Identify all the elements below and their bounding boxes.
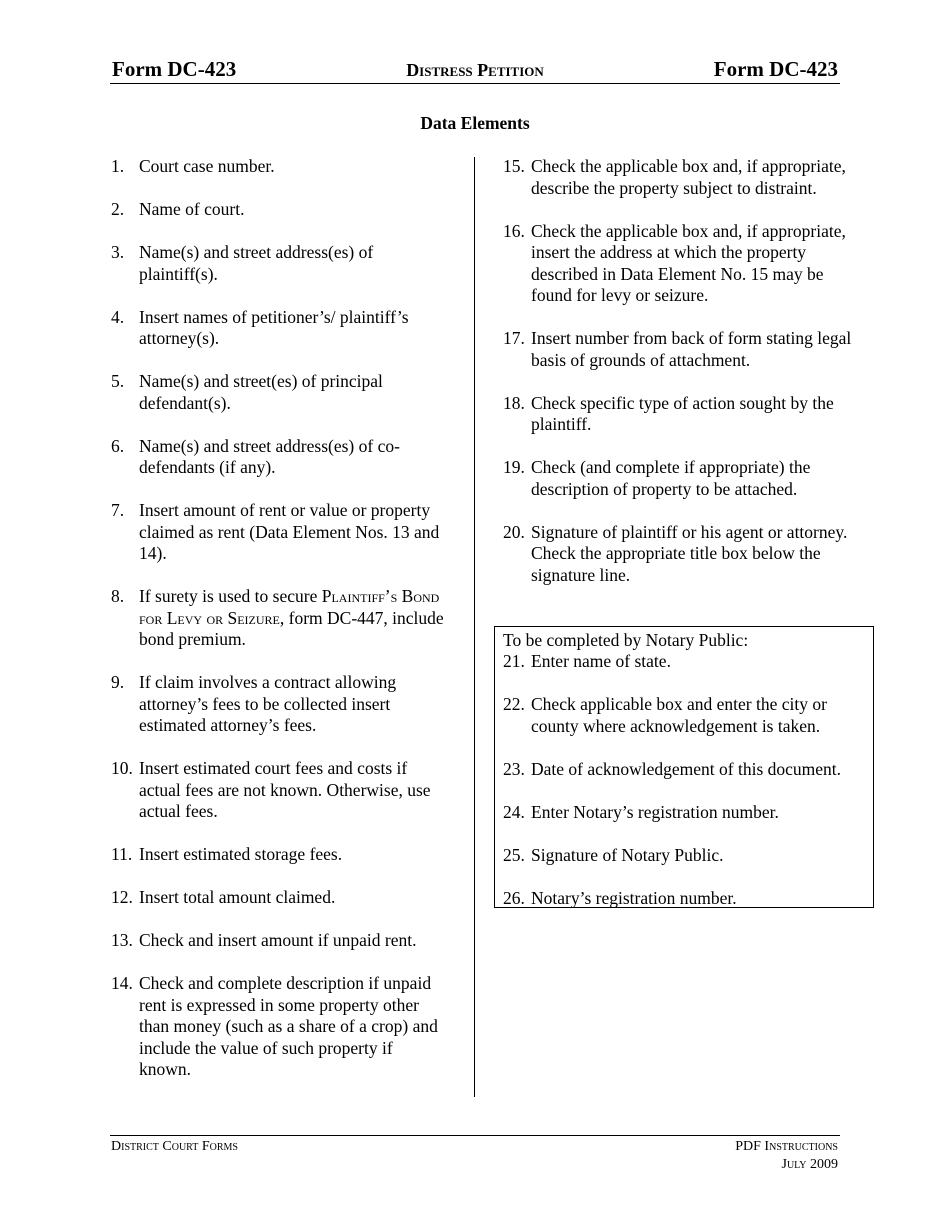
list-item	[111, 156, 446, 178]
list-item	[503, 393, 863, 436]
list-item	[503, 845, 863, 867]
item-text: Enter name of state.	[531, 651, 671, 671]
item-text: Check the applicable box and, if appropriate, insert the address at which the property described in Data Element No. 15 may be found for levy or seizure.	[531, 220, 846, 305]
footer-right-line1: PDF Instructions	[735, 1139, 838, 1154]
form-title: Distress Petition	[406, 60, 544, 80]
item-text-prefix: If surety is used to secure	[139, 586, 322, 606]
list-item	[503, 802, 863, 824]
item-text: Name(s) and street(es) of principal defendant(s).	[139, 371, 383, 413]
item-number: 9.	[111, 672, 125, 692]
item-text: Check applicable box and enter the city or county where acknowledgement is taken.	[531, 694, 827, 736]
item-number: 20.	[503, 521, 525, 542]
item-number: 13.	[111, 930, 133, 950]
notary-title: To be completed by Notary Public:	[503, 630, 749, 650]
item-text: Insert number from back of form stating legal basis of grounds of attachment.	[531, 328, 852, 370]
form-number-left: Form DC-423	[112, 57, 237, 81]
list-item	[503, 759, 863, 781]
item-number: 2.	[111, 199, 125, 219]
item-text: Check specific type of action sought by the plaintiff.	[531, 392, 834, 434]
item-number: 17.	[503, 328, 525, 348]
item-text: Check the applicable box and, if appropriate, describe the property subject to distraint.	[531, 156, 846, 198]
section-heading: Data Elements	[420, 113, 530, 133]
item-text: Insert names of petitioner’s/ plaintiff’s attorney(s).	[139, 306, 409, 348]
right-column	[503, 156, 863, 586]
item-number: 1.	[111, 156, 125, 176]
list-item	[111, 371, 446, 414]
item-text: Check and insert amount if unpaid rent.	[139, 930, 417, 950]
item-number: 4.	[111, 306, 125, 327]
item-number: 16.	[503, 220, 525, 241]
list-item	[503, 888, 863, 910]
item-number: 5.	[111, 371, 125, 391]
item-number: 8.	[111, 586, 125, 606]
list-item	[503, 457, 863, 500]
item-number: 23.	[503, 758, 525, 779]
item-number: 22.	[503, 694, 525, 714]
footer-left: District Court Forms	[111, 1139, 238, 1154]
item-number: 24.	[503, 801, 525, 822]
list-item	[503, 328, 863, 371]
item-text: Signature of Notary Public.	[531, 844, 724, 865]
list-item	[111, 586, 446, 651]
list-item	[503, 156, 863, 199]
item-number: 18.	[503, 392, 525, 413]
list-item	[503, 221, 863, 307]
item-number: 11.	[111, 844, 133, 864]
item-number: 10.	[111, 758, 133, 778]
list-item	[503, 694, 863, 737]
list-item	[111, 973, 446, 1081]
left-column	[111, 156, 446, 1081]
footer-right-line2: July 2009	[781, 1157, 838, 1172]
item-text: Enter Notary’s registration number.	[531, 801, 779, 822]
item-text-suffix: , form DC-447, include bond premium.	[139, 607, 444, 649]
item-text: Court case number.	[139, 156, 275, 176]
item-text: Date of acknowledgement of this document.	[531, 758, 842, 779]
item-text: Name of court.	[139, 199, 245, 219]
item-number: 26.	[503, 887, 525, 908]
list-item	[111, 758, 446, 823]
item-text: Signature of plaintiff or his agent or attorney. Check the appropriate title box below the signature line.	[531, 521, 848, 585]
item-text: Name(s) and street address(es) of co-defendants (if any).	[139, 435, 400, 477]
notary-list	[503, 651, 863, 909]
list-item	[111, 844, 446, 866]
form-number-right: Form DC-423	[713, 57, 838, 81]
list-item	[111, 199, 446, 221]
item-number: 14.	[111, 973, 133, 993]
footer-rule	[110, 1135, 840, 1136]
list-item	[111, 930, 446, 952]
item-number: 7.	[111, 500, 125, 520]
item-text: Insert estimated court fees and costs if actual fees are not known. Otherwise, use actual fees.	[139, 758, 431, 821]
item-text: Check (and complete if appropriate) the description of property to be attached.	[531, 457, 811, 499]
list-item	[111, 242, 446, 285]
item-number: 15.	[503, 156, 525, 176]
item-number: 3.	[111, 242, 125, 262]
item-number: 25.	[503, 844, 525, 865]
list-item	[111, 436, 446, 479]
item-text: Check and complete description if unpaid rent is expressed in some property other than money (such as a share of a crop) and include the value of such property if known.	[139, 973, 438, 1079]
item-number: 12.	[111, 887, 133, 907]
item-text: Insert total amount claimed.	[139, 887, 336, 907]
item-text-form-name: Plaintiff’s Bond for Levy or Seizure	[139, 586, 440, 628]
item-number: 21.	[503, 651, 525, 671]
list-item	[503, 651, 863, 673]
item-text: Name(s) and street address(es) of plaintiff(s).	[139, 242, 374, 284]
item-text: Insert estimated storage fees.	[139, 844, 343, 864]
list-item	[111, 887, 446, 909]
list-item	[503, 522, 863, 587]
item-text: Notary’s registration number.	[531, 887, 737, 908]
item-text: Insert amount of rent or value or property claimed as rent (Data Element Nos. 13 and 14).	[139, 500, 440, 563]
page-header	[110, 55, 840, 84]
list-item	[111, 500, 446, 565]
list-item	[111, 307, 446, 350]
column-divider	[474, 157, 475, 1097]
item-text: If claim involves a contract allowing attorney’s fees to be collected insert estimated attorney’s fees.	[139, 672, 397, 735]
item-number: 6.	[111, 435, 125, 456]
item-number: 19.	[503, 457, 525, 477]
list-item	[111, 672, 446, 737]
